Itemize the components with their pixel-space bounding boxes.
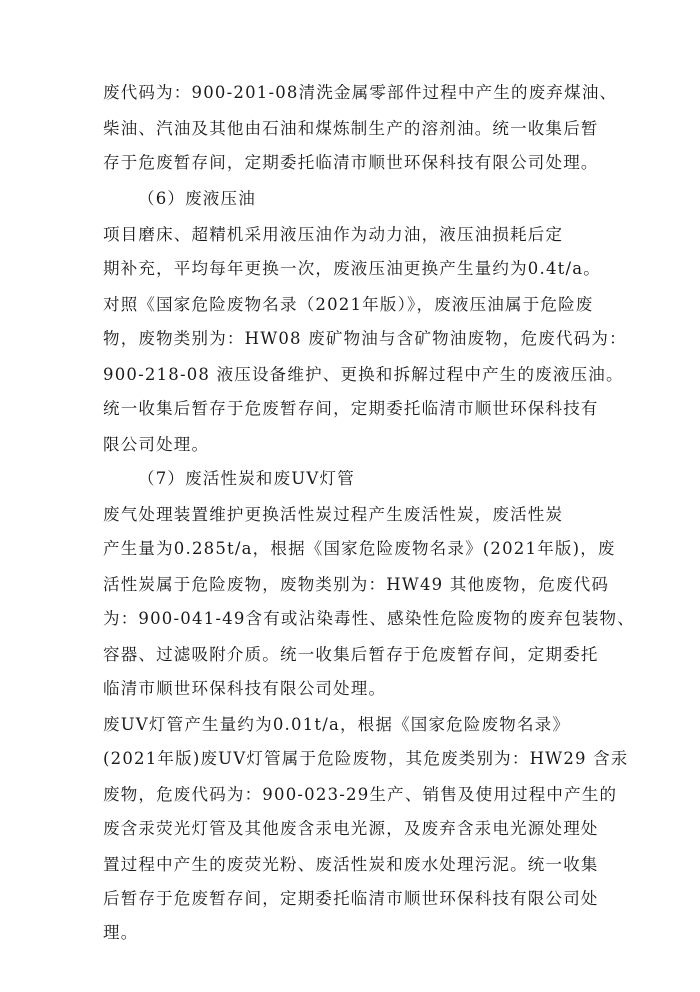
- text-line: (2021年版)废UV灯管属于危险废物，其危废类别为：HW29 含汞: [103, 749, 629, 768]
- text-line: 后暂存于危废暂存间，定期委托临清市顺世环保科技有限公司处: [103, 889, 599, 908]
- text-line: 理。: [103, 923, 139, 942]
- text-line: 临清市顺世环保科技有限公司处理。: [103, 679, 387, 698]
- text-line: 统一收集后暂存于危废暂存间，定期委托临清市顺世环保科技有: [103, 399, 599, 418]
- text-line: 柴油、汽油及其他由石油和煤炼制生产的溶剂油。统一收集后暂: [103, 119, 599, 138]
- text-line: 废含汞荧光灯管及其他废含汞电光源，及废弃含汞电光源处理处: [103, 819, 599, 838]
- text-line: 废物，危废代码为：900-023-29生产、销售及使用过程中产生的: [103, 785, 618, 804]
- text-line: 产生量为0.285t/a，根据《国家危险废物名录》(2021年版)，废: [103, 539, 616, 558]
- text-line: 容器、过滤吸附介质。统一收集后暂存于危废暂存间，定期委托: [103, 645, 599, 664]
- text-line: 置过程中产生的废荧光粉、废活性炭和废水处理污泥。统一收集: [103, 855, 599, 874]
- text-line: 废气处理装置维护更换活性炭过程产生废活性炭，废活性炭: [103, 505, 564, 524]
- text-line: 废代码为：900-201-08清洗金属零部件过程中产生的废弃煤油、: [103, 83, 618, 102]
- text-line: 限公司处理。: [103, 435, 210, 454]
- section-heading: （7）废活性炭和废UV灯管: [138, 469, 355, 488]
- text-line: 存于危废暂存间，定期委托临清市顺世环保科技有限公司处理。: [103, 153, 599, 172]
- text-line: 900-218-08 液压设备维护、更换和拆解过程中产生的废液压油。: [103, 365, 624, 384]
- text-line: 项目磨床、超精机采用液压油作为动力油，液压油损耗后定: [103, 225, 564, 244]
- section-heading: （6）废液压油: [138, 189, 256, 208]
- text-line: 物，废物类别为：HW08 废矿物油与含矿物油废物，危废代码为：: [103, 329, 627, 348]
- text-line: 废UV灯管产生量约为0.01t/a，根据《国家危险废物名录》: [103, 715, 571, 734]
- text-line: 期补充，平均每年更换一次，废液压油更换产生量约为0.4t/a。: [103, 259, 601, 278]
- text-line: 为：900-041-49含有或沾染毒性、感染性危险废物的废弃包装物、: [103, 609, 635, 628]
- text-line: 活性炭属于危险废物，废物类别为：HW49 其他废物，危废代码: [103, 575, 610, 594]
- text-line: 对照《国家危险废物名录（2021年版）》，废液压油属于危险废: [103, 295, 594, 314]
